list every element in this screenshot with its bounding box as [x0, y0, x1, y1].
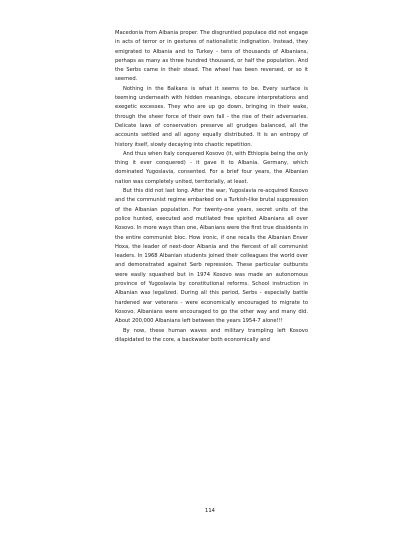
paragraph: And thus when Italy conquered Kosovo (it, with Ethiopia being the only thing it ever conquered) - it gave it to Albania. Germany, which dominated Yugoslavia, consented. For a brief four years, the Albanian nation was completely united, territorially, at least. — [115, 150, 308, 185]
paragraph: By now, these human waves and military trampling left Kosovo dilapidated to the core, a backwater both economically and — [115, 327, 308, 343]
paragraph: Macedonia from Albania proper. The disgruntled populace did not engage in acts of terror or in gestures of nationalistic indignation. Instead, they emigrated to Albania and to Turkey - tens of thousands of Albanians, perhaps as many as three hundred thousand, or half the population. And the Serbs came in their stead. The wheel has been reversed, or so it seemed. — [115, 30, 308, 83]
body-text — [115, 29, 308, 345]
paragraph: Nothing in the Balkans is what it seems to be. Every surface is teeming underneath with hidden meanings, obscure interpretations and exegetic excesses. They who are up go down, bringing in their wake, through the sheer force of their own fall - the rise of their adversaries. Delicate laws of conservation preserve all grudges balanced, all the accounts settled and all agony equally distributed. It is an entropy of history itself, slowly decaying into chaotic repetition. — [115, 85, 308, 148]
paragraph: But this did not last long. After the war, Yugoslavia re-acquired Kosovo and the communist regime embarked on a Turkish-like brutal suppression of the Albanian population. For twenty-one years, secret units of the police hunted, executed and mutilated free spirited Albanians all over Kosovo. In more ways than one, Albanians were the first true dissidents in the entire communist bloc. How ironic, if one recalls the Albanian Enver Hoxa, the leader of next-door Albania and the fiercest of all communist leaders. In 1968 Albanian students joined their colleagues the world over and demonstrated against Serb repression. These particular outbursts were easily squashed but in 1974 Kosovo was made an autonomous province of Yugoslavia by constitutional reforms. School instruction in Albanian was legalized. During all this period, Serbs - especially battle hardened war veterans - were economically encouraged to migrate to Kosovo. Albanians were encouraged to go the other way and many did. About 200,000 Albanians left between the years 1954-7 alone!!! — [115, 188, 308, 325]
page-number: 114 — [205, 508, 215, 514]
